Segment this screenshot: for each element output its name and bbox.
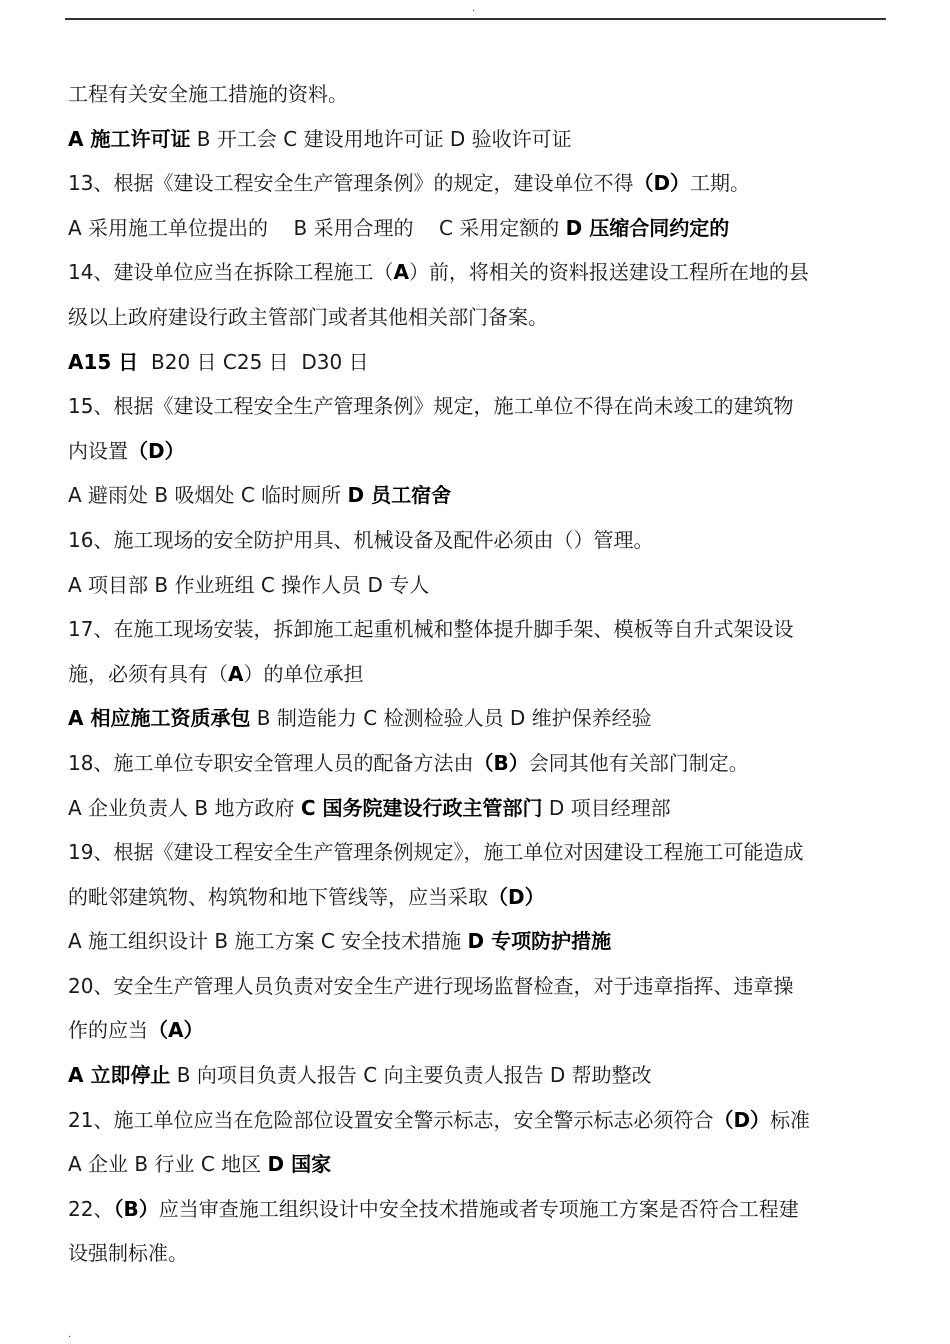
body-text: 设强制标准。 (68, 1241, 188, 1266)
answer-text: A 立即停止 (68, 1063, 171, 1088)
body-text: 20、安全生产管理人员负责对安全生产进行现场监督检查，对于违章指挥、违章操 (68, 973, 794, 998)
answer-text: （B） (113, 1196, 159, 1221)
text-line (68, 1098, 886, 1143)
body-text: A 企业 B 行业 C 地区 (68, 1152, 268, 1177)
answer-text: （A） (148, 1018, 204, 1043)
body-text: 21、施工单位应当在危险部位设置安全警示标志，安全警示标志必须符合 (68, 1107, 714, 1132)
header-mark: . (472, 3, 476, 14)
text-line (68, 696, 886, 741)
text-line (68, 607, 886, 652)
text-line (68, 652, 886, 697)
body-text: 22、 (68, 1196, 114, 1221)
body-text: 17、在施工现场安装，拆卸施工起重机械和整体提升脚手架、模板等自升式架设设 (68, 617, 794, 642)
body-text: 内设置 (68, 438, 128, 463)
answer-text: D 国家 (267, 1152, 332, 1177)
answer-text: （D） (633, 171, 691, 196)
header-rule (65, 18, 886, 20)
answer-text: A 施工许可证 (68, 126, 191, 151)
body-text: 的毗邻建筑物、构筑物和地下管线等，应当采取 (68, 884, 488, 909)
footer-mark: . (68, 1329, 72, 1340)
body-text: 作的应当 (68, 1018, 148, 1043)
body-text: A 采用施工单位提出的 B 采用合理的 C 采用定额的 (68, 215, 566, 240)
body-text: 16、施工现场的安全防护用具、机械设备及配件必须由（）管理。 (68, 527, 654, 552)
answer-text: （D） (488, 884, 545, 909)
body-text: 13、根据《建设工程安全生产管理条例》的规定，建设单位不得 (68, 171, 634, 196)
body-text: B 开工会 C 建设用地许可证 D 验收许可证 (190, 126, 572, 151)
text-line (68, 875, 886, 920)
text-line (68, 563, 886, 608)
body-text: D 项目经理部 (542, 795, 671, 820)
body-text: 18、施工单位专职安全管理人员的配备方法由 (68, 750, 474, 775)
body-text: 15、根据《建设工程安全生产管理条例》规定，施工单位不得在尚未竣工的建筑物 (68, 394, 794, 419)
text-line (68, 1187, 886, 1232)
text-line (68, 1142, 886, 1187)
text-line (68, 384, 886, 429)
text-line (68, 786, 886, 831)
text-line (68, 741, 886, 786)
text-line (68, 295, 886, 340)
answer-text: C 国务院建设行政主管部门 (300, 795, 543, 820)
text-line (68, 117, 886, 162)
text-line (68, 830, 886, 875)
body-text: 施，必须有具有（ (68, 661, 228, 686)
answer-text: D 压缩合同约定的 (565, 215, 730, 240)
body-text: 工期。 (690, 171, 751, 196)
body-text: 标准 (770, 1107, 811, 1132)
answer-text: （D） (128, 438, 185, 463)
text-line (68, 429, 886, 474)
answer-text: D 专项防护措施 (467, 929, 612, 954)
body-text: A 项目部 B 作业班组 C 操作人员 D 专人 (68, 572, 430, 597)
text-line (68, 161, 886, 206)
body-text: 级以上政府建设行政主管部门或者其他相关部门备案。 (68, 304, 548, 329)
text-line (68, 1008, 886, 1053)
body-text: ）前，将相关的资料报送建设工程所在地的县 (408, 260, 809, 285)
body-text: 14、建设单位应当在拆除工程施工（ (68, 260, 394, 285)
text-line (68, 964, 886, 1009)
body-text: 应当审查施工组织设计中安全技术措施或者专项施工方案是否符合工程建 (158, 1196, 799, 1221)
answer-text: （D） (713, 1107, 771, 1132)
body-text: ）的单位承担 (243, 661, 364, 686)
document-body (68, 72, 886, 1276)
text-line (68, 518, 886, 563)
text-line (68, 206, 886, 251)
text-line (68, 919, 886, 964)
text-line (68, 340, 886, 385)
body-text: A 施工组织设计 B 施工方案 C 安全技术措施 (68, 929, 468, 954)
text-line (68, 473, 886, 518)
body-text: 19、根据《建设工程安全生产管理条例规定》，施工单位对因建设工程施工可能造成 (68, 840, 804, 865)
text-line (68, 250, 886, 295)
answer-text: D 员工宿舍 (347, 483, 452, 508)
answer-text: A 相应施工资质承包 (68, 706, 251, 731)
body-text: B20 日 C25 日 D30 日 (138, 349, 369, 374)
body-text: B 制造能力 C 检测检验人员 D 维护保养经验 (250, 706, 652, 731)
text-line (68, 1231, 886, 1276)
body-text: A 避雨处 B 吸烟处 C 临时厕所 (68, 483, 348, 508)
body-text: B 向项目负责人报告 C 向主要负责人报告 D 帮助整改 (170, 1063, 652, 1088)
answer-text: （B） (473, 750, 529, 775)
answer-text: A (393, 260, 409, 285)
answer-text: A (228, 661, 244, 686)
answer-text: A15 日 (68, 349, 139, 374)
body-text: 工程有关安全施工措施的资料。 (68, 82, 348, 106)
body-text: A 企业负责人 B 地方政府 (68, 795, 301, 820)
text-line (68, 1053, 886, 1098)
body-text: 会同其他有关部门制定。 (528, 750, 749, 775)
text-line (68, 72, 886, 117)
